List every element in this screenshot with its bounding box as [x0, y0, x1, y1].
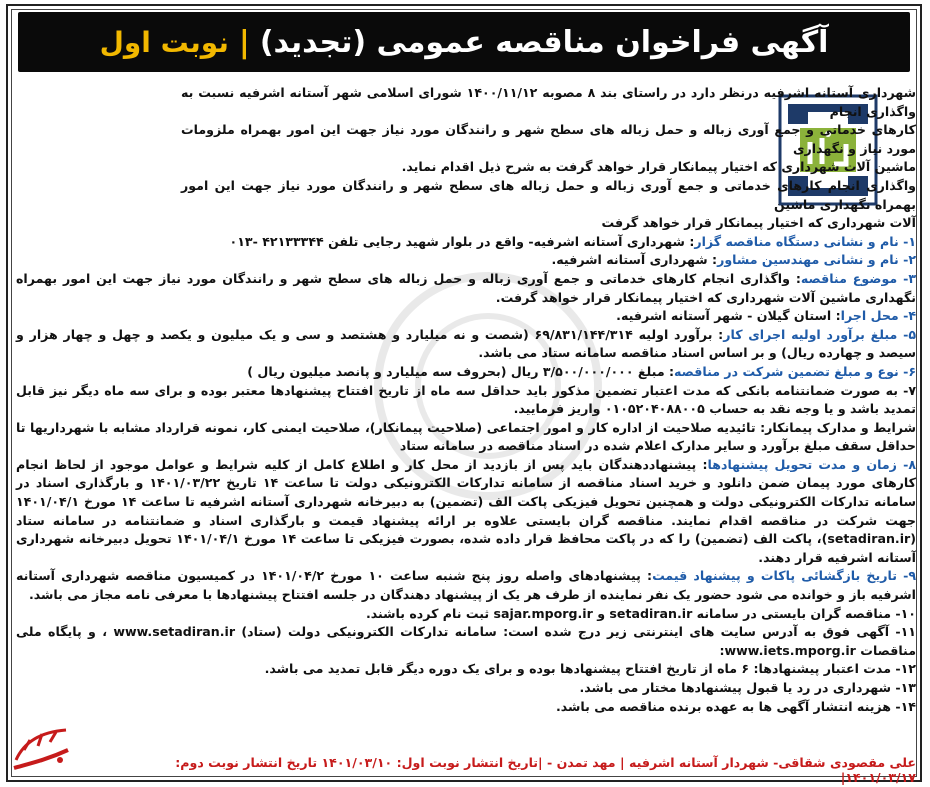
ad-body: [16, 84, 916, 716]
item-6-text: : مبلغ ۳/۵۰۰/۰۰۰/۰۰۰ ریال (بحروف سه میلیارد و پانصد میلیون ریال ): [247, 363, 675, 379]
item-6-label: ۶- نوع و مبلغ تضمین شرکت در مناقصه: [674, 363, 916, 379]
item-3-label: ۳- موضوع مناقصه: [800, 270, 916, 286]
intro-line: کارهای خدماتی و جمع آوری زباله و حمل زباله های سطح شهر و رانندگان مورد نیاز جهت این امور بهمراه ملزومات مورد نیاز و نگهداری: [181, 122, 916, 156]
item-5-text: : برآورد اولیه ۶۹/۸۳۱/۱۴۴/۳۱۴ (شصت و نه میلیارد و هشتصد و سی و یک میلیون و یکصد و چهل و چهار هزار و سیصد و چهارده ریال) و بر اساس اسناد مناقصه سامانه ستاد می باشد.: [16, 326, 916, 361]
item-10: ۱۰- مناقصه گران بایستی در سامانه setadiran.ir و sajar.mporg.ir ثبت نام کرده باشند.: [365, 605, 916, 621]
title-bar: [18, 12, 910, 72]
item-6: [16, 363, 916, 382]
item-1-label: ۱- نام و نشانی دستگاه مناقصه گزار: [694, 233, 916, 249]
intro-line: واگذاری انجام کارهای خدماتی و جمع آوری زباله و حمل زباله های سطح شهر و رانندگان مورد نیاز جهت این امور بهمراه نگهداری ماشین: [181, 177, 916, 212]
intro-line: آلات شهرداری که اختیار پیمانکار قرار خواهد گرفت: [601, 215, 916, 231]
round-label: نوبت اول: [99, 25, 229, 59]
intro-line: شهرداری آستانه اشرفیه درنظر دارد در راستای بند ۸ مصوبه ۱۴۰۰/۱۱/۱۲ شورای اسلامی شهر آستانه اشرفیه نسبت به واگذاری انجام: [181, 85, 917, 119]
item-4-label: ۴- محل اجرا: [840, 308, 916, 324]
item-1: [181, 233, 916, 252]
intro-line: ماشین آلات شهرداری که اختیار پیمانکار قرار خواهد گرفت به شرح ذیل اقدام نماید.: [401, 159, 916, 175]
item-9-text: : پیشنهادهای واصله روز پنج شنبه ساعت ۱۰ مورخ ۱۴۰۱/۰۴/۲ در کمیسیون مناقصه شهرداری آستانه اشرفیه باز و خوانده می شود حضور یک نفر نماینده از طرف هر یک از پیشنهاد دهندگان در جلسه افتتاح پیشنهادها با معرفی نامه مجاز می باشد.: [16, 568, 916, 603]
item-13: ۱۳- شهرداری در رد یا قبول پیشنهادها مختار می باشد.: [579, 680, 916, 695]
contractor-conditions: شرایط و مدارک پیمانکار: تائیدیه صلاحیت از اداره کار و امور اجتماعی (صلاحیت پیمانکار)، صلاحیت ایمنی کار، نمونه قرارداد مشابه با شهرداریها تا حداقل سقف مبلغ برآورد و سایر مدارک اعلام شده در اسناد مناقصه در سامانه ستاد: [16, 419, 916, 454]
item-4-text: : استان گیلان - شهر آستانه اشرفیه.: [616, 308, 841, 324]
publisher-stamp-icon: [10, 720, 72, 776]
item-5-label: ۵- مبلغ برآورد اولیه اجرای کار: [723, 326, 916, 342]
item-8-label: ۸- زمان و مدت تحویل پیشنهادها: [707, 456, 917, 472]
item-4: [16, 307, 916, 326]
item-7: ۷- به صورت ضمانتنامه بانکی که مدت اعتبار تضمین مذکور باید حداقل سه ماه از تاریخ افتتاح پیشنهادها معتبر بوده و برای سه ماه دیگر نیز قابل تمدید باشد و یا وجه نقد به حساب ۰۱۰۵۲۰۴۰۸۸۰۰۵ واریز فرمایید.: [16, 382, 916, 417]
item-3: [16, 270, 916, 307]
item-3-text: : واگذاری انجام کارهای خدماتی و جمع آوری زباله و حمل زباله های سطح شهر و رانندگان مورد نیاز جهت این امور بهمراه نگهداری ماشین آلات شهرداری که اختیار پیمانکار قرار خواهد گرفت.: [16, 270, 916, 305]
item-2: [181, 251, 916, 270]
item-8-text: : پیشنهاددهندگان باید پس از بازدید از محل کار و اطلاع کامل از کلیه شرایط و عوامل موجود از لحاظ انجام کارهای مورد پیمان ضمن دانلود و خرید اسناد مناقصه از سامانه تدارکات الکترونیکی دولت تا ساعت ۱۴ تاریخ ۱۴۰۱/۰۳/۲۲ و بارگذاری اسناد در سامانه تدارکات الکترونیکی دولت و همچنین تحویل فیزیکی پاکت الف (تضمین) به دبیرخانه شهرداری آستانه اشرفیه تا ساعت ۱۴ مورخ ۱۴۰۱/۰۴/۱ جهت شرکت در مناقصه اقدام نمایند. مناقصه گران بایستی علاوه بر ارائه پیشنهاد قیمت و بارگذاری اسناد و ضمانتنامه در سامانه ستاد (setadiran.ir)، پاکت الف (تضمین) را که در پاکت محافظ قرار داده شده، بصورت فیزیکی تا ساعت ۱۴ مورخ ۱۴۰۱/۰۴/۱ تحویل دبیرخانه شهرداری آستانه اشرفیه قرار دهند.: [16, 456, 917, 565]
item-14: ۱۴- هزینه انتشار آگهی ها به عهده برنده مناقصه می باشد.: [555, 698, 916, 714]
item-5: [16, 326, 916, 363]
item-11: ۱۱- آگهی فوق به آدرس سایت های اینترنتی زیر درج شده است: سامانه تدارکات الکترونیکی دولت (ستاد) www.setadiran.ir ، و پایگاه ملی مناقصات www.iets.mporg.ir:: [16, 624, 916, 658]
title-separator: |: [238, 24, 250, 60]
item-12: ۱۲- مدت اعتبار پیشنهادها: ۶ ماه از تاریخ افتتاح پیشنهادها بوده و برای یک دوره دیگر قابل تمدید می باشد.: [264, 661, 916, 677]
item-2-text: : شهرداری آستانه اشرفیه.: [551, 252, 718, 268]
item-8: [16, 456, 916, 568]
item-2-label: ۲- نام و نشانی مهندسین مشاور: [717, 252, 916, 268]
item-9: [16, 567, 916, 604]
intro-block: [181, 84, 916, 270]
ad-title: آگهی فراخوان مناقصه عمومی (تجدید): [259, 24, 829, 60]
item-1-text: : شهرداری آستانه اشرفیه- واقع در بلوار شهید رجایی تلفن ۴۲۱۳۳۳۴۴ -۰۱۳: [229, 233, 695, 249]
footer-signature: علی مقصودی شقاقی- شهردار آستانه اشرفیه | مهد تمدن - |تاریخ انتشار نوبت اول: ۱۴۰۱/۰۳/۱۰ تاریخ انتشار نوبت دوم: ۱۴۰۱/۰۳/۱۷|: [175, 755, 916, 785]
item-9-label: ۹- تاریخ بازگشائی پاکات و پیشنهاد قیمت: [652, 568, 917, 584]
